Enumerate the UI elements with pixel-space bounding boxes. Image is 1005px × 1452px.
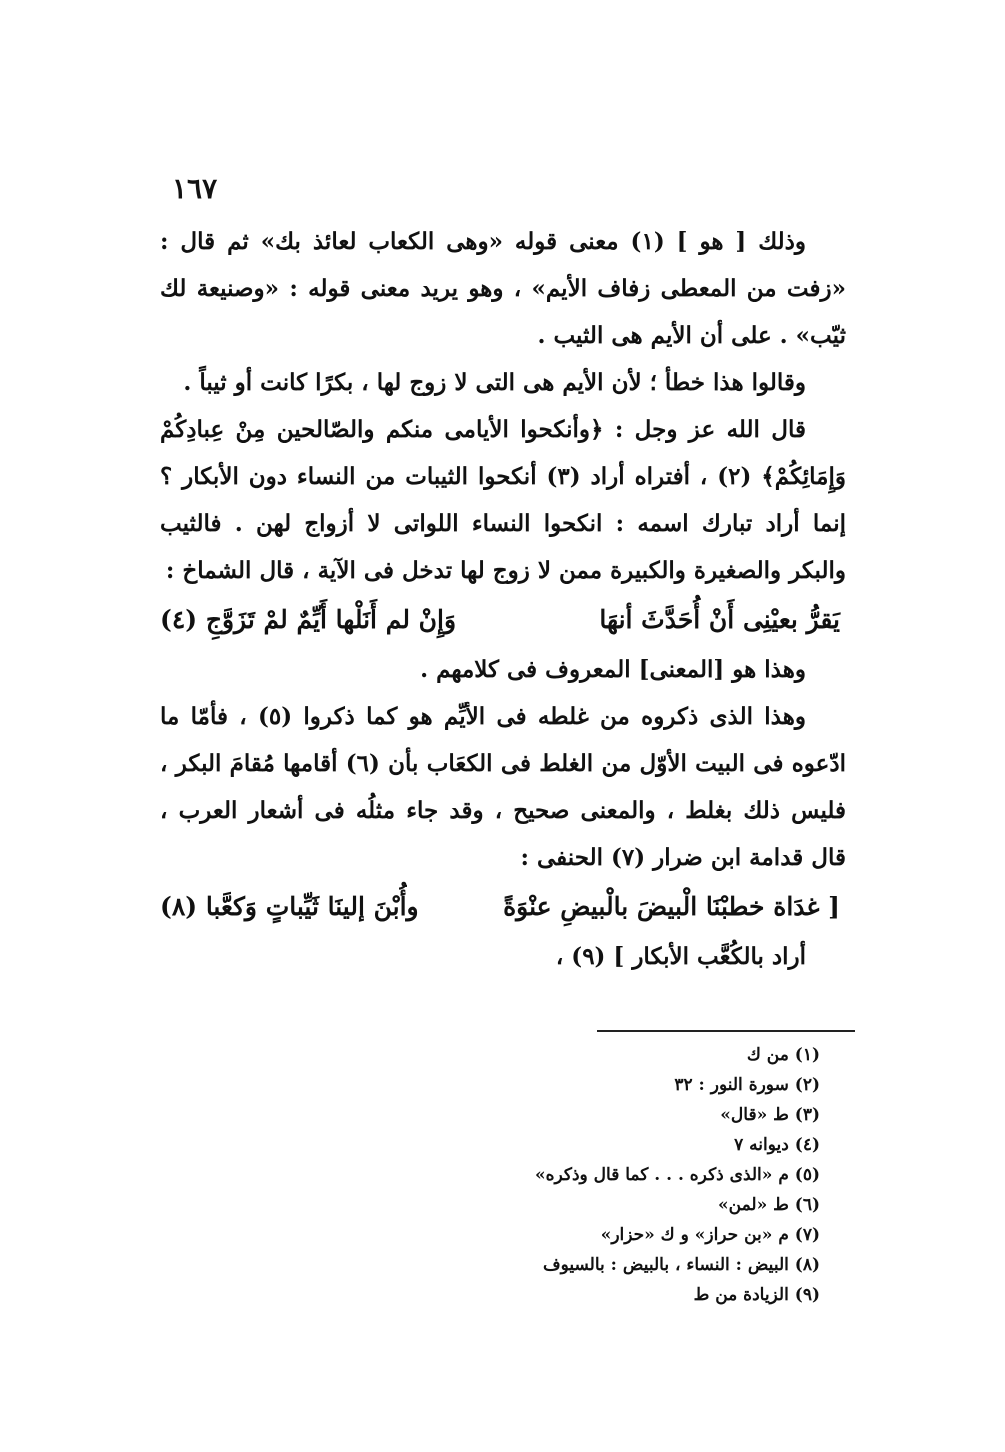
paragraph-1: وذلك [ هو ] (١) معنى قوله «وهى الكعاب لعائذ بك» ثم قال : «زفت من المعطى زفاف الأيم» ، وهو يريد معنى قوله : «وصنيعة لك ثيّب» . على أن الأيم هى الثيب . — [160, 228, 846, 349]
footnotes — [420, 1040, 820, 1310]
footnote: (٧) م «بن حراز» و ك «حزار» — [600, 1225, 820, 1245]
main-text — [160, 218, 846, 980]
footnote-divider — [597, 1030, 855, 1032]
verse-comment: أراد بالكُعَّب الأبكار ] (٩) ، — [555, 943, 806, 970]
verse-comment: وهذا هو [المعنى] المعروف فى كلامهم . — [420, 656, 806, 683]
verse-first-hemistich: [ غدَاة خطبْنَا الْبيضَ بالْبيضِ عنْوَةً — [503, 892, 840, 921]
verse-first-hemistich: يَقرُّ بعيْنِى أَنْ أُحَدَّثَ أنهَا — [599, 605, 840, 634]
footnote: (٩) الزيادة من ط — [693, 1285, 820, 1305]
footnote: (٦) ط «لمن» — [718, 1195, 820, 1215]
verse-second-hemistich: وأُبْنَ إلينَا ثَيِّباتٍ وَكعَّبا (٨) — [160, 892, 419, 921]
paragraph-3: قال الله عز وجل : ﴿وأنكحوا الأيامى منكم والصّالحين مِنْ عِبادِكُمْ وَإِمَائِكُمْ﴾ (٢) ، أفتراه أراد (٣) أنكحوا الثيبات من النساء دون الأبكار ؟ إنما أراد تبارك اسمه : انكحوا النساء اللواتى لا أزواج لهن . فالثيب والبكر والصغيرة والكبيرة ممن لا زوج لها تدخل فى الآية ، قال الشماخ : — [160, 416, 846, 584]
footnote: (٢) سورة النور : ٣٢ — [674, 1075, 820, 1095]
footnote: (٥) م «الذى ذكره . . . كما قال وذكره» — [534, 1165, 820, 1185]
verse-second-hemistich: وَإِنْ لم أَنَلْها أَيِّمٌ لمْ تَزَوَّجِ (٤) — [160, 605, 457, 634]
footnote: (٣) ط «قال» — [720, 1105, 820, 1125]
paragraph-2: وقالوا هذا خطأ ؛ لأن الأيم هى التى لا زوج لها ، بكرًا كانت أو ثيباً . — [183, 369, 806, 396]
page-number: ١٦٧ — [172, 172, 218, 205]
paragraph-4: وهذا الذى ذكروه من غلطه فى الأيِّم هو كما ذكروا (٥) ، فأمّا ما ادّعوه فى البيت الأوّل من الغلط فى الكعَاب بأن (٦) أقامها مُقامَ البكر ، فليس ذلك بغلط ، والمعنى صحيح ، وقد جاء مثلُه فى أشعار العرب ، قال قدامة ابن ضرار (٧) الحنفى : — [160, 703, 846, 871]
footnote: (١) من ك — [746, 1045, 820, 1065]
verse-qudama — [160, 881, 846, 933]
verse-shammakh — [160, 594, 846, 646]
footnote: (٤) ديوانه ٧ — [734, 1135, 820, 1155]
footnote: (٨) البيض : النساء ، بالبيض : بالسيوف — [542, 1255, 820, 1275]
